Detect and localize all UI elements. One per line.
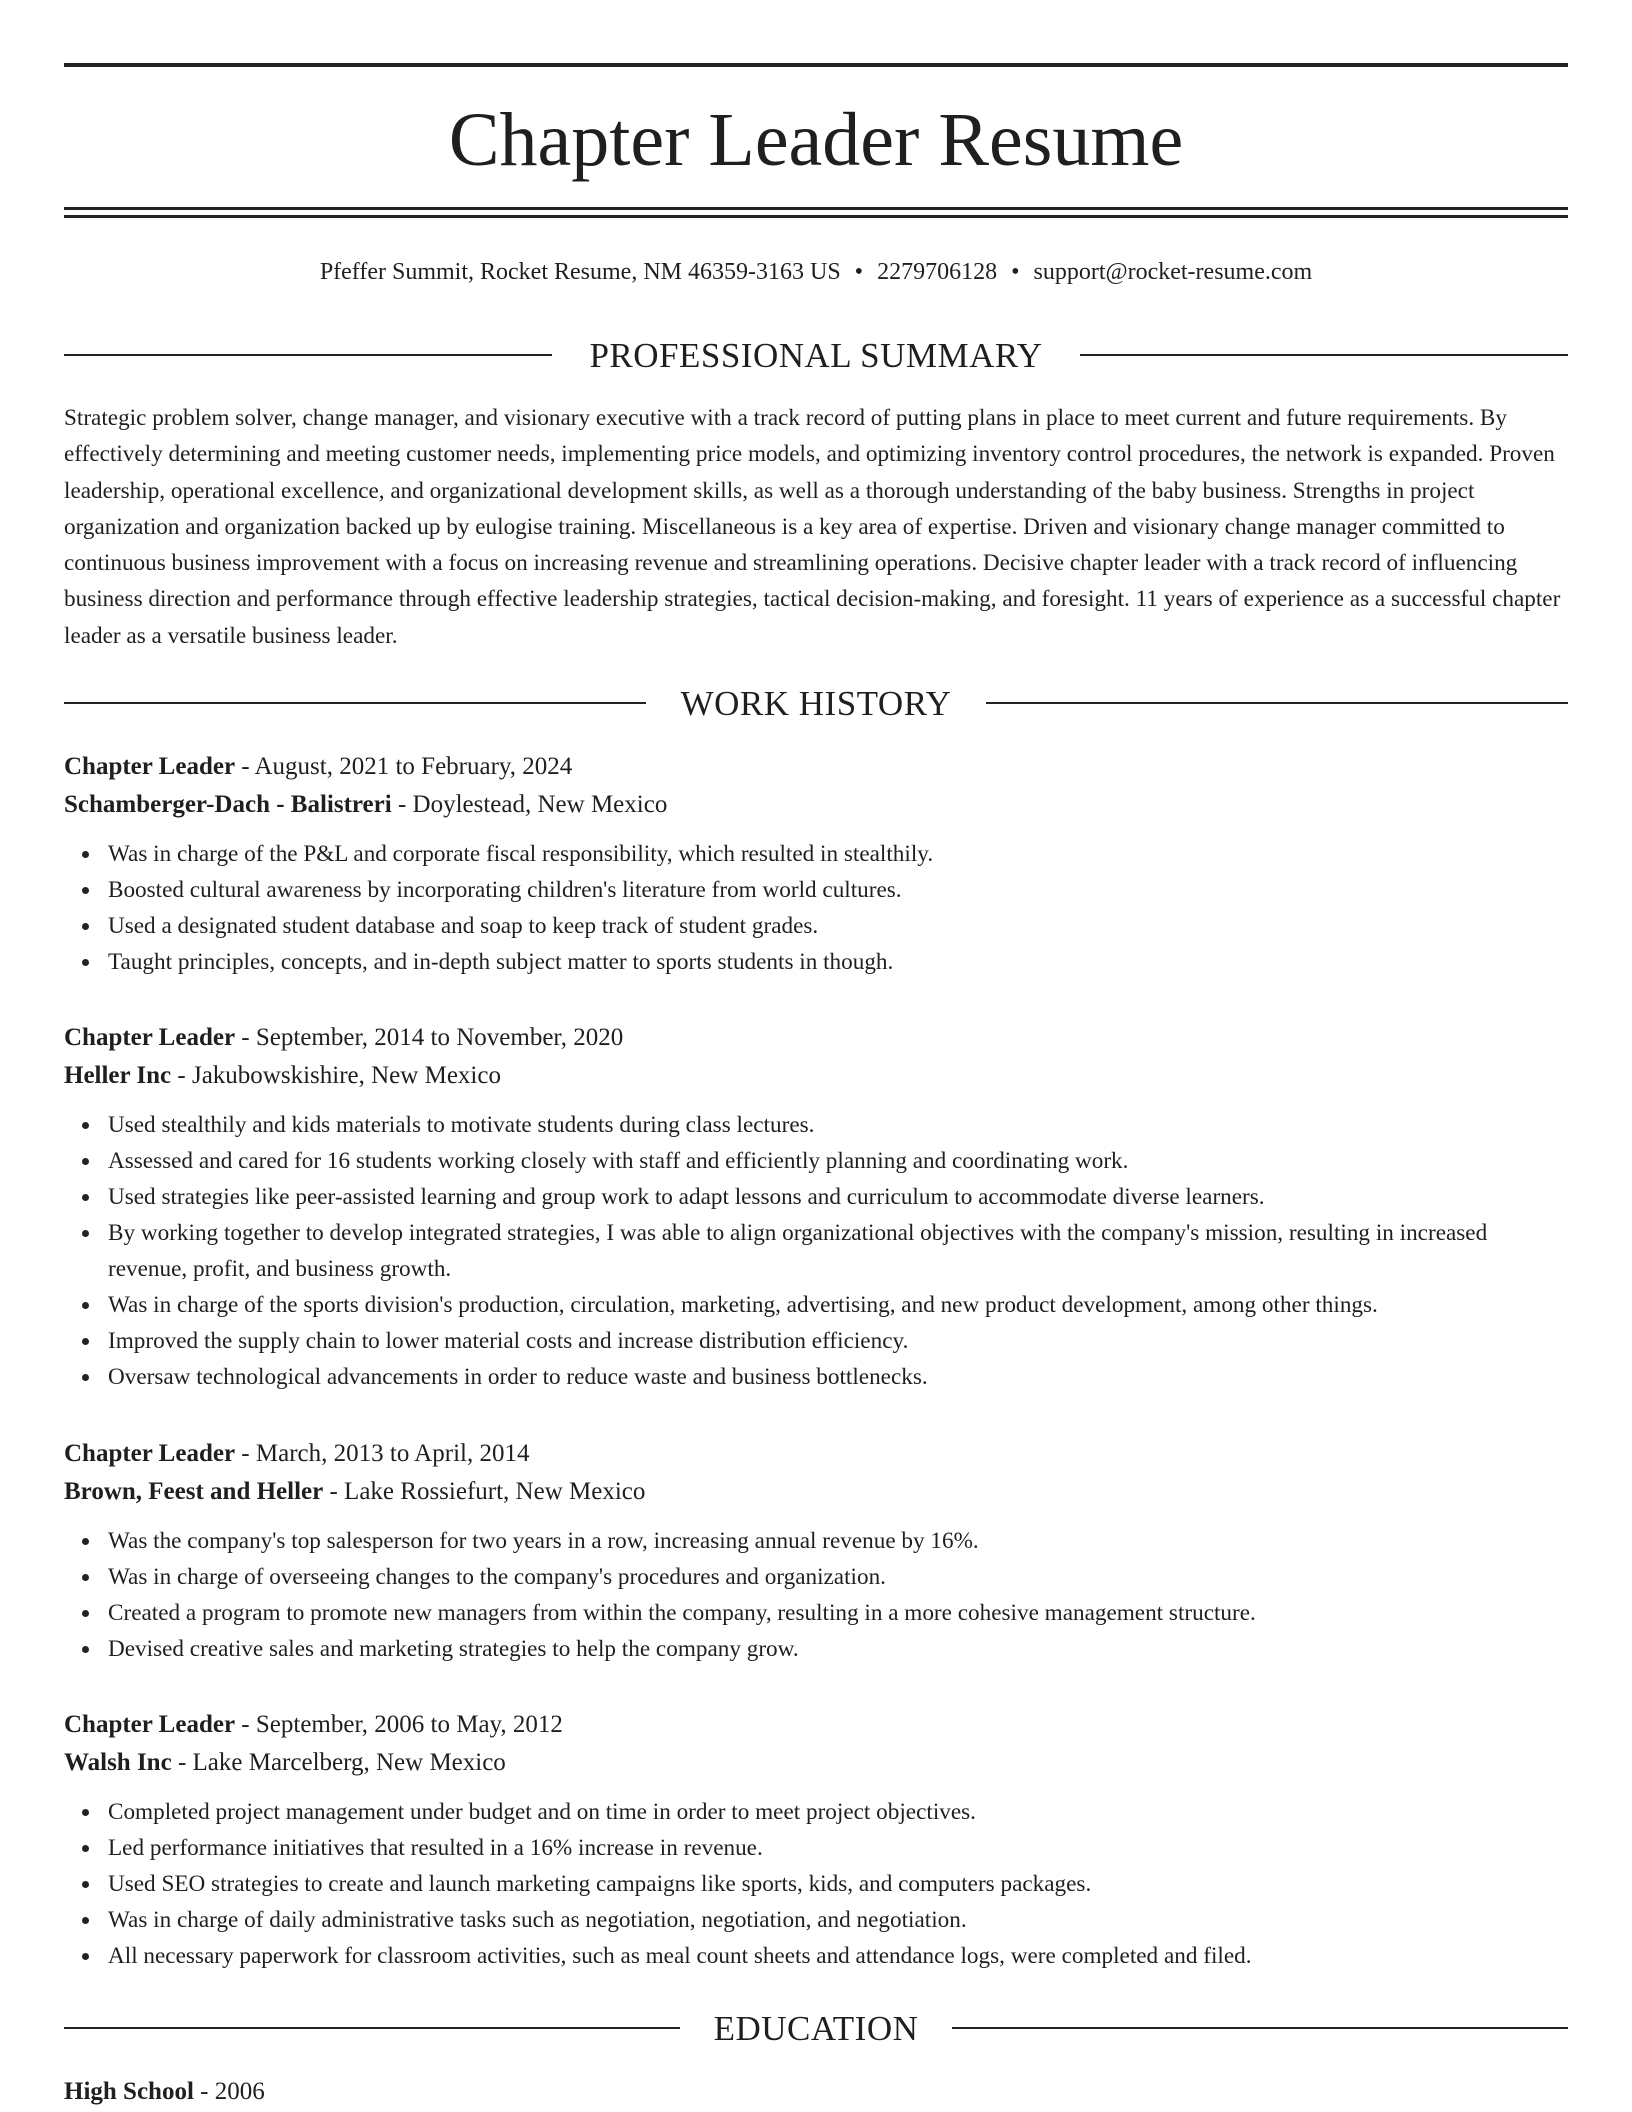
contact-separator: • (854, 259, 864, 285)
bullet-item: Improved the supply chain to lower material costs and increase distribution efficiency. (108, 1323, 1568, 1359)
job-company-line (64, 1744, 1568, 1782)
job-company: Heller Inc (64, 1062, 172, 1089)
title-rule-upper (64, 207, 1568, 210)
contact-separator: • (1011, 259, 1020, 285)
job-bullets (64, 1523, 1568, 1667)
resume-title: Chapter Leader Resume (448, 98, 1184, 182)
job-title-line (64, 1706, 1568, 1744)
bullet-item: Boosted cultural awareness by incorporating children's literature from world cultures. (108, 872, 1568, 908)
bullet-item: By working together to develop integrated strategies, I was able to align organizational objectives with the company's mission, resulting in increased revenue, profit, and business growth. (108, 1215, 1568, 1287)
job-title-line (64, 1019, 1568, 1057)
education-section-header (64, 2007, 1568, 2051)
education-entry (64, 2073, 265, 2111)
job-bullets (64, 836, 1568, 980)
title-rule-lower (64, 215, 1568, 218)
job-company-line (64, 1057, 1568, 1095)
top-rule (64, 63, 1568, 67)
bullet-item: Used SEO strategies to create and launch marketing campaigns like sports, kids, and computers packages. (108, 1866, 1568, 1902)
job-entry (64, 748, 1568, 980)
job-title: Chapter Leader (64, 1440, 236, 1467)
bullet-item: Was in charge of the P&L and corporate fiscal responsibility, which resulted in stealthily. (108, 836, 1568, 872)
bullet-item: Used a designated student database and soap to keep track of student grades. (108, 908, 1568, 944)
section-heading: PROFESSIONAL SUMMARY (561, 336, 1070, 375)
job-title-line (64, 1435, 1568, 1473)
job-dates: - August, 2021 to February, 2024 (235, 753, 573, 780)
job-dates: - September, 2006 to May, 2012 (235, 1711, 563, 1738)
summary-section-header (64, 334, 1568, 378)
job-entry (64, 1706, 1568, 1974)
job-location: - Lake Marcelberg, New Mexico (171, 1749, 506, 1776)
job-company: Brown, Feest and Heller (64, 1478, 324, 1505)
bullet-item: Oversaw technological advancements in order to reduce waste and business bottlenecks. (108, 1359, 1568, 1395)
job-title: Chapter Leader (64, 753, 236, 780)
work-section-header (64, 682, 1568, 726)
contact-phone: 2279706128 (877, 259, 998, 285)
job-location: - Lake Rossiefurt, New Mexico (323, 1478, 646, 1505)
education-degree: High School (64, 2078, 194, 2105)
contact-address: Pfeffer Summit, Rocket Resume, NM 46359-3163 US (319, 259, 841, 285)
bullet-item: Devised creative sales and marketing strategies to help the company grow. (108, 1631, 1568, 1667)
bullet-item: Used strategies like peer-assisted learning and group work to adapt lessons and curriculum to accommodate diverse learners. (108, 1179, 1568, 1215)
section-heading: EDUCATION (686, 2009, 947, 2048)
bullet-item: Used stealthily and kids materials to motivate students during class lectures. (108, 1107, 1568, 1143)
bullet-item: All necessary paperwork for classroom activities, such as meal count sheets and attendance logs, were completed and filed. (108, 1938, 1568, 1974)
bullet-item: Was in charge of overseeing changes to the company's procedures and organization. (108, 1559, 1568, 1595)
bullet-item: Was in charge of the sports division's production, circulation, marketing, advertising, and new product development, among other things. (108, 1287, 1568, 1323)
bullet-item: Assessed and cared for 16 students working closely with staff and efficiently planning and coordinating work. (108, 1143, 1568, 1179)
job-entry (64, 1435, 1568, 1667)
job-company: Walsh Inc (64, 1749, 172, 1776)
job-title: Chapter Leader (64, 1024, 236, 1051)
bullet-item: Was the company's top salesperson for two years in a row, increasing annual revenue by 16%. (108, 1523, 1568, 1559)
job-entry (64, 1019, 1568, 1395)
job-title-line (64, 748, 1568, 786)
contact-email: support@rocket-resume.com (1033, 259, 1313, 285)
education-year: - 2006 (193, 2078, 265, 2105)
job-title: Chapter Leader (64, 1711, 236, 1738)
job-location: - Jakubowskishire, New Mexico (171, 1062, 501, 1089)
bullet-item: Created a program to promote new managers from within the company, resulting in a more cohesive management structure. (108, 1595, 1568, 1631)
job-company: Schamberger-Dach - Balistreri (64, 791, 392, 818)
job-company-line (64, 1473, 1568, 1511)
job-bullets (64, 1794, 1568, 1974)
section-heading: WORK HISTORY (653, 684, 980, 723)
contact-line (64, 254, 1568, 290)
bullet-item: Completed project management under budget and on time in order to meet project objectives. (108, 1794, 1568, 1830)
job-company-line (64, 786, 1568, 824)
bullet-item: Led performance initiatives that resulted in a 16% increase in revenue. (108, 1830, 1568, 1866)
job-dates: - September, 2014 to November, 2020 (235, 1024, 624, 1051)
bullet-item: Was in charge of daily administrative tasks such as negotiation, negotiation, and negotiation. (108, 1902, 1568, 1938)
summary-text: Strategic problem solver, change manager, and visionary executive with a track record of putting plans in place to meet current and future requirements. By effectively determining and meeting customer needs, implementing price models, and optimizing inventory control procedures, the network is expanded. Proven leadership, operational excellence, and organizational development skills, as well as a thorough understanding of the baby business. Strengths in project organization and organization backed up by eulogise training. Miscellaneous is a key area of expertise. Driven and visionary change manager committed to continuous business improvement with a focus on increasing revenue and streamlining operations. Decisive chapter leader with a track record of influencing business direction and performance through effective leadership strategies, tactical decision-making, and foresight. 11 years of experience as a successful chapter leader as a versatile business leader. (64, 405, 1561, 649)
bullet-item: Taught principles, concepts, and in-depth subject matter to sports students in though. (108, 944, 1568, 980)
job-bullets (64, 1107, 1568, 1395)
job-dates: - March, 2013 to April, 2014 (235, 1440, 530, 1467)
job-location: - Doylestead, New Mexico (391, 791, 668, 818)
